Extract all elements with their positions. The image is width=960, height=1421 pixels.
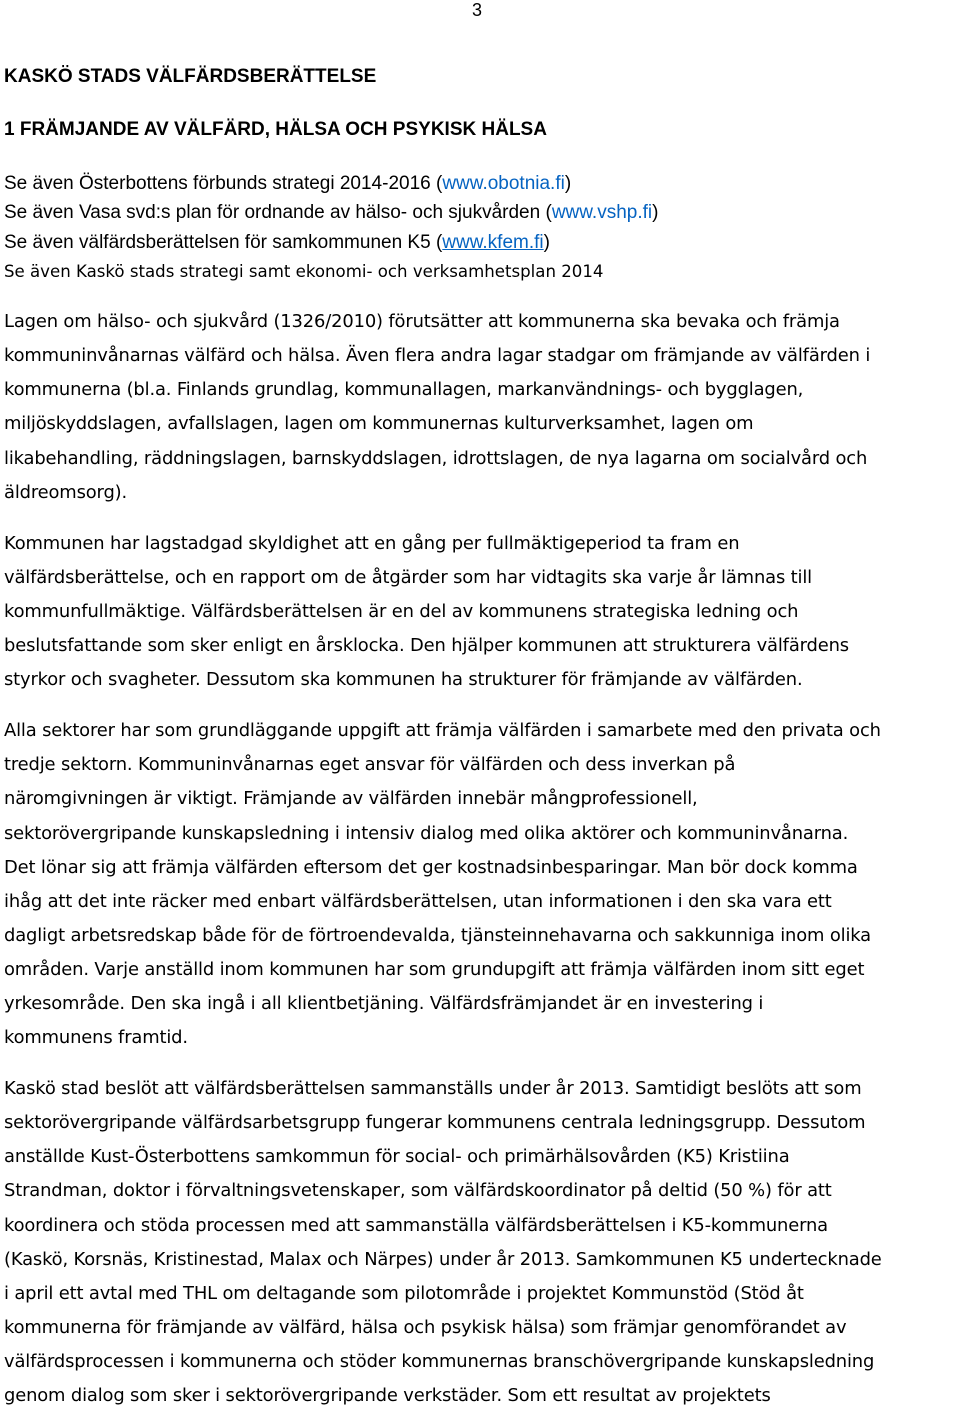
document-body <box>4 64 960 1413</box>
document-title: KASKÖ STADS VÄLFÄRDSBERÄTTELSE <box>4 66 377 87</box>
reference-kfem: Se även välfärdsberättelsen för samkommunen K5 (www.kfem.fi) <box>4 231 550 253</box>
section-heading: 1 FRÄMJANDE AV VÄLFÄRD, HÄLSA OCH PSYKISK HÄLSA <box>4 119 547 140</box>
paragraph-sectors: Alla sektorer har som grundläggande uppgift att främja välfärden i samarbete med den privata och tredje sektorn. Kommuninvånarnas eget ansvar för välfärden och dess inverkan på näromgivningen är viktigt. Främjande av välfärden innebär mångprofessionell, sektorövergripande kunskapsledning i intensiv dialog med olika aktörer och kommuninvånarna. Det lönar sig att främja välfärden eftersom det ger kostnadsinbesparingar. Man bör dock komma ihåg att det inte räcker med enbart välfärdsberättelsen, utan informationen i den ska vara ett dagligt arbetsredskap både för de förtroendevalda, tjänsteinnehavarna och sakkunniga inom olika områden. Varje anställd inom kommunen har som grundupgift att främja välfärden inom sitt eget yrkesområde. Den ska ingå i all klientbetjäning. Välfärdsfrämjandet är en investering i kommunens framtid. <box>4 720 881 1049</box>
reference-list <box>4 169 960 286</box>
link-obotnia[interactable]: www.obotnia.fi <box>442 173 565 194</box>
reference-vshp: Se även Vasa svd:s plan för ordnande av hälso- och sjukvården (www.vshp.fi) <box>4 202 659 224</box>
link-vshp[interactable]: www.vshp.fi <box>551 202 653 224</box>
paragraph-legislation: Lagen om hälso- och sjukvård (1326/2010) förutsätter att kommunerna ska bevaka och främja kommuninvånarnas välfärd och hälsa. Även flera andra lagar stadgar om främjande av välfärden i kommunerna (bl.a. Finlands grundlag, kommunallagen, markanvändnings- och bygglagen, miljöskyddslagen, avfallslagen, lagen om kommunernas kulturverksamhet, lagen om likabehandling, räddningslagen, barnskyddslagen, idrottslagen, de nya lagarna om socialvård och äldreomsorg). <box>4 311 871 503</box>
paragraph-obligation: Kommunen har lagstadgad skyldighet att en gång per fullmäktigeperiod ta fram en välfärdsberättelse, och en rapport om de åtgärder som har vidtagits ska varje år lämnas till kommunfullmäktige. Välfärdsberättelsen är en del av kommunens strategiska ledning och beslutsfattande som sker enligt en årsklocka. Den hjälper kommunen att strukturera välfärdens styrkor och svagheter. Dessutom ska kommunen ha strukturer för främjande av välfärden. <box>4 532 849 691</box>
reference-kasko-strategy: Se även Kaskö stads strategi samt ekonomi- och verksamhetsplan 2014 <box>4 261 604 281</box>
paragraph-kasko-decision: Kaskö stad beslöt att välfärdsberättelsen sammanställs under år 2013. Samtidigt beslöts att som sektorövergripande välfärdsarbetsgrupp fungerar kommunens centrala ledningsgrupp. Dessutom anställde Kust-Österbottens samkommun för social- och primärhälsovården (K5) Kristiina Strandman, doktor i förvaltningsvetenskaper, som välfärdskoordinator på deltid (50 %) för att koordinera och stöda processen med att sammanställa välfärdsberättelsen i K5-kommunerna (Kaskö, Korsnäs, Kristinestad, Malax och Närpes) under år 2013. Samkommunen K5 undertecknade i april ett avtal med THL om deltagande som pilotområde i projektet Kommunstöd (Stöd åt kommunerna för främjande av välfärd, hälsa och psykisk hälsa) som främjar genomförandet av välfärdsprocessen i kommunerna och stöder kommunernas branschövergripande kunskapsledning genom dialog som sker i sektorövergripande verkstäder. Som ett resultat av projektets <box>4 1078 882 1406</box>
link-kfem[interactable]: www.kfem.fi <box>442 231 544 253</box>
reference-obotnia: Se även Österbottens förbunds strategi 2014-2016 (www.obotnia.fi) <box>4 173 572 194</box>
page-number: 3 <box>472 0 483 20</box>
